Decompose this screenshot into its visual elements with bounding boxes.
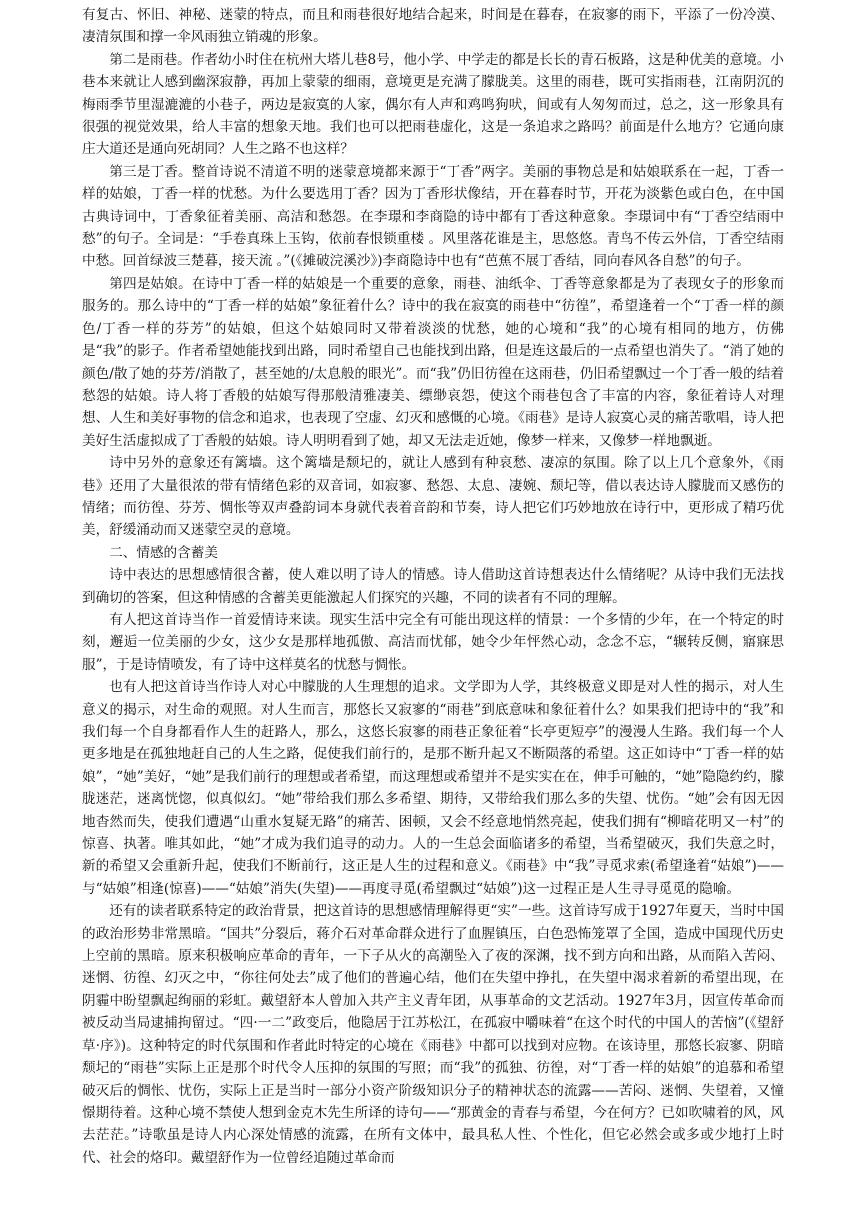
paragraph-girl: 第四是姑娘。在诗中丁香一样的姑娘是一个重要的意象，雨巷、油纸伞、丁香等意象都是为了表现女子的形象而服务的。那么诗中的“丁香一样的姑娘”象征着什么？诗中的我在寂寞的雨巷中“彷徨”，希望逢着一个“丁香一样的颜色/丁香一样的芬芳”的姑娘，但这个姑娘同时又带着淡淡的忧愁，她的心境和“我”的心境有相同的地方，仿佛是“我”的影子。作者希望她能找到出路，同时希望自己也能找到出路，但是连这最后的一点希望也消失了。“消了她的颜色/散了她的芬芳/消散了，甚至她的/太息般的眼光”。而“我”仍旧彷徨在这雨巷，仍旧希望飘过一个丁香一般的结着愁怨的姑娘。诗人将丁香般的姑娘写得那般清雅凄美、缥缈哀怨，使这个雨巷包含了丰富的内容，象征着诗人对理想、人生和美好事物的信念和追求，也表现了空虚、幻灭和感慨的心境。《雨巷》是诗人寂寞心灵的痛苦歌唱，诗人把美好生活虚拟成了丁香般的姑娘。诗人明明看到了她，却又无法走近她，像梦一样来，又像梦一样地飘逝。 <box>82 275 784 449</box>
paragraph-love-poem-reading: 有人把这首诗当作一首爱情诗来读。现实生活中完全有可能出现这样的情景：一个多情的少年，在一个特定的时刻，邂逅一位美丽的少女，这少女是那样地孤傲、高洁而忧郁，她令少年怦然心动，念念不忘，“辗转反侧，寤寐思服”，于是诗情喷发，有了诗中这样莫名的忧愁与惆怅。 <box>82 611 784 673</box>
paragraph-rain-lane: 第二是雨巷。作者幼小时住在杭州大塔儿巷8号，他小学、中学走的都是长长的青石板路，这是种优美的意境。小巷本来就让人感到幽深寂静，再加上蒙蒙的细雨，意境更是充满了朦胧美。这里的雨巷，既可实指雨巷，江南阴沉的梅雨季节里湿漉漉的小巷子，两边是寂寞的人家，偶尔有人声和鸡鸣狗吠，间或有人匆匆而过，总之，这一形象具有很强的视觉效果，给人丰富的想象天地。我们也可以把雨巷虚化，这是一条追求之路吗？前面是什么地方？它通向康庄大道还是通向死胡同？人生之路不也这样？ <box>82 51 784 158</box>
paragraph-life-ideal-reading: 也有人把这首诗当作诗人对心中朦胧的人生理想的追求。文学即为人学，其终极意义即是对人性的揭示，对人生意义的揭示，对生命的观照。对人生而言，那悠长又寂寥的“雨巷”到底意味和象征着什么？如果我们把诗中的“我”和我们每一个自身都看作人生的赶路人，那么，这悠长寂寥的雨巷正象征着“长亭更短亭”的漫漫人生路。我们每一个人更多地是在孤独地赶自己的人生之路，促使我们前行的，是那不断升起又不断陨落的希望。这正如诗中“丁香一样的姑娘”，“她”美好，“她”是我们前行的理想或者希望，而这理想或希望并不是实实在在，伸手可触的，“她”隐隐约约，朦胧迷茫，迷离恍惚，似真似幻。“她”带给我们那么多希望、期待，又带给我们那么多的失望、忧伤。“她”会有因无因地杳然而失，使我们遭遇“山重水复疑无路”的痛苦、困顿，又会不经意地悄然亮起，使我们拥有“柳暗花明又一村”的惊喜、执著。唯其如此，“她”才成为我们追寻的动力。人的一生总会面临诸多的希望，当希望破灭，我们失意之时，新的希望又会重新升起，使我们不断前行，这正是人生的过程和意义。《雨巷》中“我”寻觅求索(希望逢着“姑娘”)——与“姑娘”相逢(惊喜)——“姑娘”消失(失望)——再度寻觅(希望飘过“姑娘”)这一过程正是人生寻寻觅觅的隐喻。 <box>82 679 784 897</box>
document-page <box>82 4 784 1169</box>
paragraph-lilac: 第三是丁香。整首诗说不清道不明的迷蒙意境都来源于“丁香”两字。美丽的事物总是和姑娘联系在一起，丁香一样的姑娘，丁香一样的忧愁。为什么要选用丁香？因为丁香形状像结，开在暮春时节，开花为淡紫色或白色，在中国古典诗词中，丁香象征着美丽、高洁和愁怨。在李璟和李商隐的诗中都有丁香这种意象。李璟词中有“丁香空结雨中愁”的句子。全词是：“手卷真珠上玉钩，依前春恨锁重楼 。风里落花谁是主，思悠悠。青鸟不传云外信，丁香空结雨中愁。回首绿波三楚暮，接天流 。”(《摊破浣溪沙》)李商隐诗中也有“芭蕉不展丁香结，同向春风各自愁”的句子。 <box>82 163 784 270</box>
paragraph-political-reading: 还有的读者联系特定的政治背景，把这首诗的思想感情理解得更“实”一些。这首诗写成于1927年夏天，当时中国的政治形势非常黑暗。“国共”分裂后，蒋介石对革命群众进行了血腥镇压，白色恐怖笼罩了全国，造成中国现代历史上空前的黑暗。原来积极响应革命的青年，一下子从火的高潮坠入了夜的深渊，找不到方向和出路，从而陷入苦闷、迷惘、彷徨、幻灭之中，“你往何处去”成了他们的普遍心结，他们在失望中挣扎，在失望中渴求着新的希望出现，在阴霾中盼望飘起绚丽的彩虹。戴望舒本人曾加入共产主义青年团，从事革命的文艺活动。1927年3月，因宣传革命而被反动当局逮捕拘留过。“四·一二”政变后，他隐居于江苏松江，在孤寂中嚼味着“在这个时代的中国人的苦恼”(《望舒草·序》)。这种特定的时代氛围和作者此时特定的心境在《雨巷》中都可以找到对应物。在该诗里，那悠长寂寥、阴暗颓圮的“雨巷”实际上正是那个时代令人压抑的氛围的写照；而“我”的孤独、彷徨，对“丁香一样的姑娘”的追慕和希望破灭后的惆怅、忧伤，实际上正是当时一部分小资产阶级知识分子的精神状态的流露——苦闷、迷惘、失望着，又憧憬期待着。这种心境不禁使人想到金克木先生所译的诗句——“那黄金的青春与希望，今在何方？已如吹啸着的风，风去茫茫。”诗歌虽是诗人内心深处情感的流露，在所有文体中，最具私人性、个性化，但它必然会或多或少地打上时代、社会的烙印。戴望舒作为一位曾经追随过革命而 <box>82 903 784 1166</box>
paragraph-fence-imagery: 诗中另外的意象还有篱墙。这个篱墙是颓圮的，就让人感到有种哀愁、凄凉的氛围。除了以上几个意象外，《雨巷》还用了大量很浓的带有情绪色彩的双音词，如寂寥、愁怨、太息、凄婉、颓圮等，借以表达诗人朦胧而又感伤的情绪；而彷徨、芬芳、惆怅等双声叠韵词本身就代表着音韵和节奏，诗人把它们巧妙地放在诗行中，更形成了精巧优美，舒缓涌动而又迷蒙空灵的意境。 <box>82 455 784 539</box>
section-heading: 二、情感的含蓄美 <box>109 544 218 561</box>
paragraph-intro-continuation: 有复古、怀旧、神秘、迷蒙的特点，而且和雨巷很好地结合起来，时间是在暮春，在寂寥的雨下，平添了一份冷漠、凄清氛围和撑一伞风雨独立销魂的形象。 <box>82 7 784 46</box>
paragraph-implicit-emotion: 诗中表达的思想感情很含蓄，使人难以明了诗人的情感。诗人借助这首诗想表达什么情绪呢？从诗中我们无法找到确切的答案，但这种情感的含蓄美更能激起人们探究的兴趣，不同的读者有不同的理解。 <box>82 567 784 606</box>
